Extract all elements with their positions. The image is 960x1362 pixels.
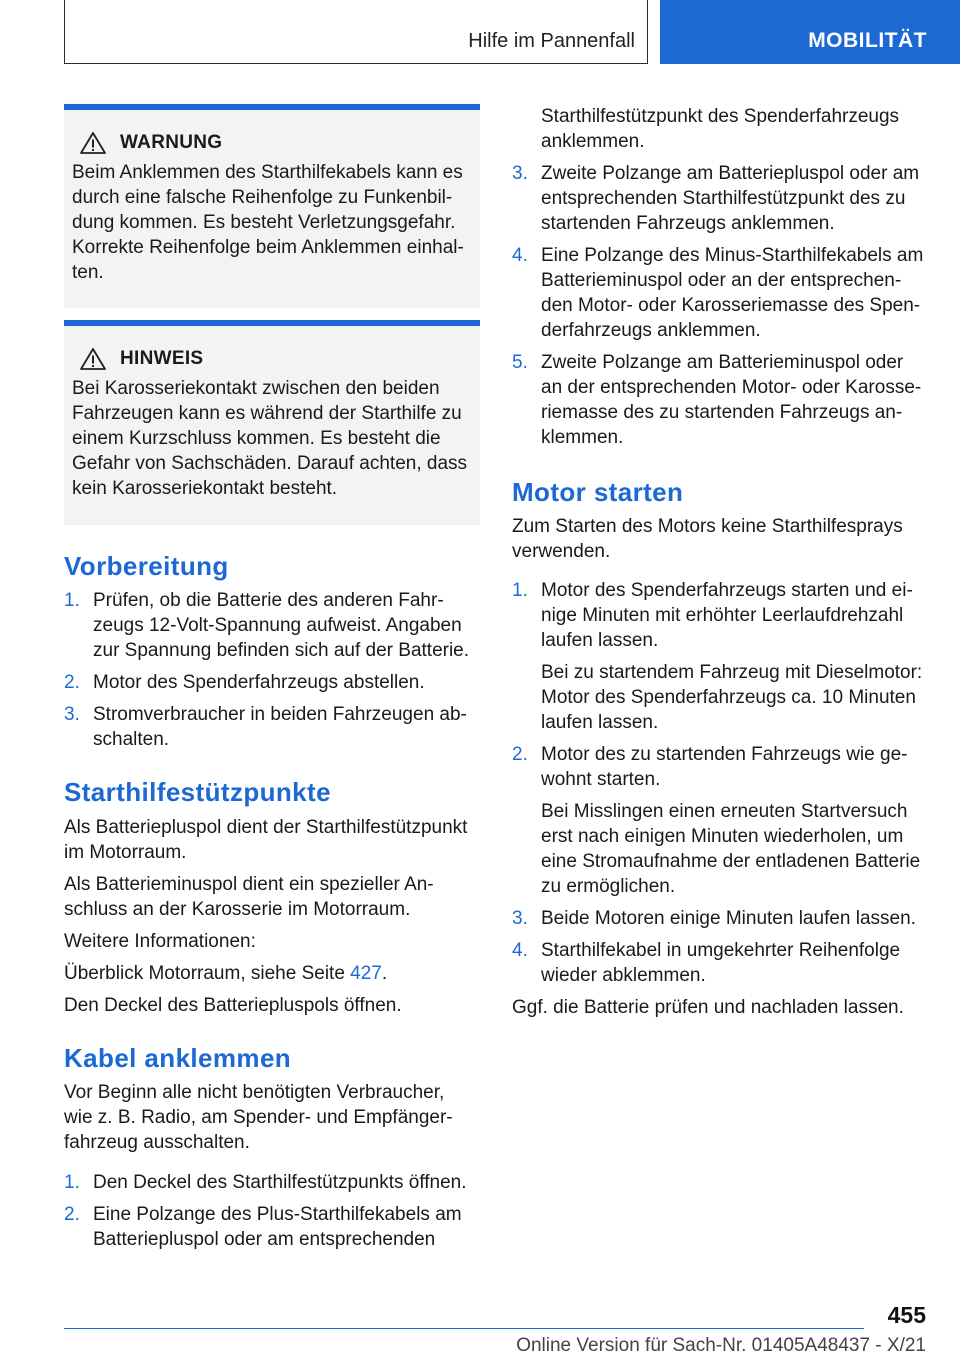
heading-kabel-anklemmen: Kabel anklemmen	[64, 1043, 292, 1073]
paragraph: Den Deckel des Batteriepluspols öffnen.	[64, 995, 402, 1016]
list-item: 3. Stromverbraucher in beiden Fahrzeugen ab- schalten.	[64, 704, 467, 750]
motor-intro	[512, 514, 932, 564]
hinweis-title: HINWEIS	[120, 348, 204, 369]
chapter-title: MOBILITÄT	[808, 29, 927, 52]
footer-divider	[64, 1328, 864, 1329]
heading-starthilfestuetzpunkte: Starthilfestützpunkte	[64, 777, 331, 807]
warning-triangle-icon	[80, 131, 106, 155]
header-section-tab	[64, 0, 648, 64]
warning-triangle-icon	[80, 347, 106, 371]
paragraph: Überblick Motorraum, siehe Seite 427.	[64, 963, 388, 984]
header-chapter-tab	[660, 0, 960, 64]
paragraph: Ggf. die Batterie prüfen und nachladen lassen.	[512, 997, 904, 1018]
hinweis-text: Bei Karosseriekontakt zwischen den beiden Fahrzeugen kann es während der Starthilfe zu einem Kurzschluss kommen. Es besteht die Gefahr von Sachschäden. Darauf achten, dass kein Karosseriekontakt besteht.	[72, 378, 468, 499]
list-item: 1. Den Deckel des Starthilfestützpunkts öffnen.	[64, 1172, 467, 1193]
list-item-note: Bei Misslingen einen erneuten Startversuch erst nach einigen Minuten wiederholen, um eine Stromaufnahme der entladenen Batterie zu ermöglichen.	[541, 801, 921, 897]
section-title: Hilfe im Pannenfall	[468, 30, 635, 52]
warning-text: Beim Anklemmen des Starthilfekabels kann es durch eine falsche Reihenfolge zu Funkenbil- dung kommen. Es besteht Verletzungsgefahr. Korrekte Reihenfolge beim Anklemmen einhal- ten.	[72, 162, 464, 283]
paragraph: Als Batterieminuspol dient ein spezieller An- schluss an der Karosserie im Motorraum.	[64, 874, 434, 920]
list-kabel-part1	[64, 1170, 480, 1252]
footer-version-text: Online Version für Sach-Nr. 01405A48437 - X/21	[516, 1335, 926, 1356]
list-item: 2. Motor des zu startenden Fahrzeugs wie ge- wohnt starten.	[512, 744, 908, 790]
list-item: 2. Motor des Spenderfahrzeugs abstellen.	[64, 672, 425, 693]
list-kabel-part2	[512, 104, 932, 450]
kabel-intro	[64, 1080, 480, 1155]
heading-motor-starten: Motor starten	[512, 477, 684, 507]
list-item: 2. Eine Polzange des Plus-Starthilfekabels am Batteriepluspol oder am entsprechenden	[64, 1204, 462, 1250]
paragraph: Zum Starten des Motors keine Starthilfesprays verwenden.	[512, 516, 903, 562]
paragraph: Weitere Informationen:	[64, 931, 256, 952]
list-motor-starten	[512, 578, 932, 1020]
list-item: 3. Zweite Polzange am Batteriepluspol oder am entsprechenden Starthilfestützpunkt des zu startenden Fahrzeugs anklemmen.	[512, 163, 920, 234]
list-item: 4. Eine Polzange des Minus-Starthilfekabels am Batterieminuspol oder an der entsprechen- den Motor- oder Karosseriemasse des Spen- derfahrzeugs anklemmen.	[512, 245, 924, 341]
list-item: 1. Prüfen, ob die Batterie des anderen Fahr- zeugs 12-Volt-Spannung aufweist. Angaben zur Spannung befinden sich auf der Batterie.	[64, 590, 470, 661]
hinweis-box	[64, 320, 480, 525]
paragraph: Vor Beginn alle nicht benötigten Verbraucher, wie z. B. Radio, am Spender- und Empfänger- fahrzeug ausschalten.	[64, 1082, 453, 1153]
page-link-427[interactable]: 427	[350, 963, 382, 984]
list-item-continuation: Starthilfestützpunkt des Spenderfahrzeugs anklemmen.	[541, 106, 900, 152]
warning-title: WARNUNG	[120, 132, 223, 153]
list-item: 4. Starthilfekabel in umgekehrter Reihenfolge wieder abklemmen.	[512, 940, 901, 986]
page-number: 455	[887, 1302, 926, 1328]
paragraph: Als Batteriepluspol dient der Starthilfestützpunkt im Motorraum.	[64, 817, 468, 863]
list-item: 3. Beide Motoren einige Minuten laufen lassen.	[512, 908, 916, 929]
list-item: 1. Motor des Spenderfahrzeugs starten und ei- nige Minuten mit erhöhter Leerlaufdrehzahl laufen lassen.	[512, 580, 913, 651]
heading-vorbereitung: Vorbereitung	[64, 551, 229, 581]
warning-box	[64, 104, 480, 308]
list-item: 5. Zweite Polzange am Batterieminuspol oder an der entsprechenden Motor- oder Karosse- riemasse des zu startenden Fahrzeugs an- klemmen.	[512, 352, 922, 448]
list-item-note: Bei zu startendem Fahrzeug mit Dieselmotor: Motor des Spenderfahrzeugs ca. 10 Minuten laufen lassen.	[541, 662, 923, 733]
list-vorbereitung	[64, 588, 480, 752]
starthilfe-body	[64, 815, 480, 1018]
